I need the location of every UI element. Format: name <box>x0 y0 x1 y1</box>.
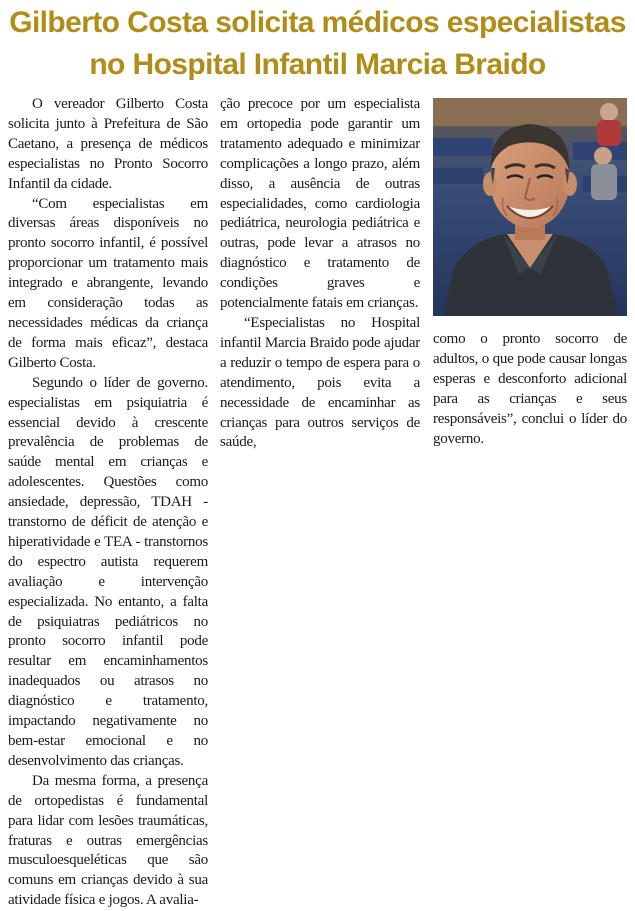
portrait-photo <box>433 98 627 316</box>
headline-line-1: Gilberto Costa solicita médicos especialistas <box>9 6 626 39</box>
article-paragraph: Da mesma forma, a presença de ortopedistas é fundamental para lidar com lesões traumáticas, fraturas e outras emergências musculoesqueléticas que são comuns em crianças devido à sua atividade física e jogos. A avalia- <box>8 772 208 909</box>
article-column-1 <box>8 95 208 911</box>
article-column-3 <box>433 330 627 449</box>
article-paragraph-continued: ção precoce por um especialista em ortopedia pode garantir um tratamento adequado e minimizar complicações a longo prazo, além disso, a ausência de outras especialidades, como cardiologia pediátrica, neurologia pediátrica e outras, pode levar a atrasos no diagnóstico e tratamento de condições graves e potencialmente fatais em crianças. <box>220 96 420 312</box>
article-paragraph-continued: como o pronto socorro de adultos, o que pode causar longas esperas e desconforto adicional para as crianças e seus responsáveis”, conclui o líder do governo. <box>433 331 627 447</box>
article-column-2 <box>220 95 420 453</box>
headline-line-2: no Hospital Infantil Marcia Braido <box>89 48 546 81</box>
article-paragraph: O vereador Gilberto Costa solicita junto à Prefeitura de São Caetano, a presença de médicos especialistas no Pronto Socorro Infantil da cidade. <box>8 96 208 192</box>
article-paragraph: “Especialistas no Hospital infantil Marcia Braido pode ajudar a reduzir o tempo de espera para o atendimento, pois evita a necessidade de encaminhar as crianças para outros serviços de saúde, <box>220 314 420 451</box>
article-paragraph: Segundo o líder de governo. especialistas em psiquiatria é essencial devido à crescente prevalência de problemas de saúde mental em crianças e adolescentes. Questões como ansiedade, depressão, TDAH - transtorno de déficit de atenção e hiperatividade e TEA - transtornos do espectro autista requerem avaliação e intervenção especializada. No entanto, a falta de psiquiatras pediátricos no pronto socorro infantil pode resultar em encaminhamentos inadequados ou atrasos no diagnóstico e tratamento, impactando negativamente no bem-estar emocional e no desenvolvimento das crianças. <box>8 374 208 769</box>
headline <box>8 2 627 86</box>
article-paragraph: “Com especialistas em diversas áreas disponíveis no pronto socorro infantil, é possível proporcionar um tratamento mais integrado e abrangente, levando em consideração todas as necessidades médicas da criança de forma mais eficaz”, destaca Gilberto Costa. <box>8 195 208 371</box>
